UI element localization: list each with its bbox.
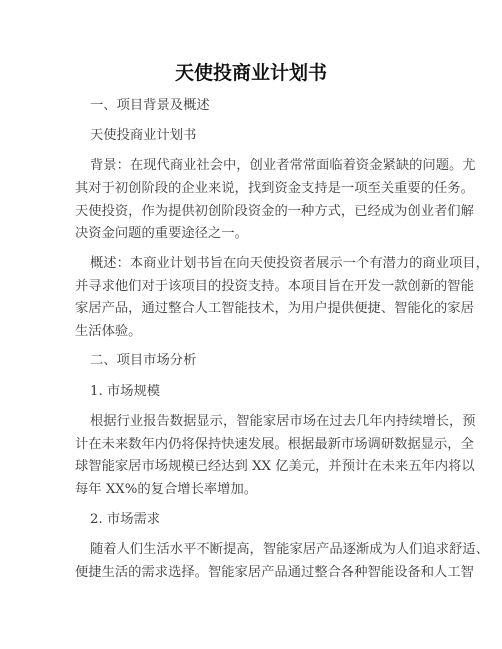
paragraph-line: 便捷生活的需求选择。智能家居产品通过整合各种智能设备和人工智 [75,565,474,580]
paragraph-line: 背景：在现代商业社会中，创业者常常面临着资金紧缺的问题。尤 [90,158,476,173]
paragraph-line: 家居产品，通过整合人工智能技术，为用户提供便捷、智能化的家居 [75,301,474,316]
subsection-heading: 2. 市场需求 [90,512,161,527]
paragraph-line: 并寻求他们对于该项目的投资支持。本项目旨在开发一款创新的智能 [75,279,474,294]
paragraph-line: 计在未来数年内仍将保持快速发展。根据最新市场调研数据显示，全 [75,437,474,452]
paragraph-line: 根据行业报告数据显示，智能家居市场在过去几年内持续增长，预 [90,414,476,429]
section-heading: 一、项目背景及概述 [90,98,210,113]
paragraph-line: 生活体验。 [75,324,142,339]
section-subtitle: 天使投商业计划书 [90,128,197,143]
paragraph-line: 随着人们生活水平不断提高，智能家居产品逐渐成为人们追求舒适、 [90,542,489,557]
paragraph-line: 每年 XX%的复合增长率增加。 [75,482,258,497]
document-title: 天使投商业计划书 [174,62,327,84]
paragraph-line: 概述：本商业计划书旨在向天使投资者展示一个有潜力的商业项目， [90,256,489,271]
section-heading: 二、项目市场分析 [90,353,197,368]
paragraph-line: 球智能家居市场规模已经达到 XX 亿美元，并预计在未来五年内将以 [75,459,475,474]
paragraph-line: 天使投资，作为提供初创阶段资金的一种方式，已经成为创业者们解 [75,204,474,219]
paragraph-line: 决资金问题的重要途径之一。 [75,226,248,241]
subsection-heading: 1. 市场规模 [90,384,161,399]
paragraph-line: 其对于初创阶段的企业来说，找到资金支持是一项至关重要的任务。 [75,181,474,196]
